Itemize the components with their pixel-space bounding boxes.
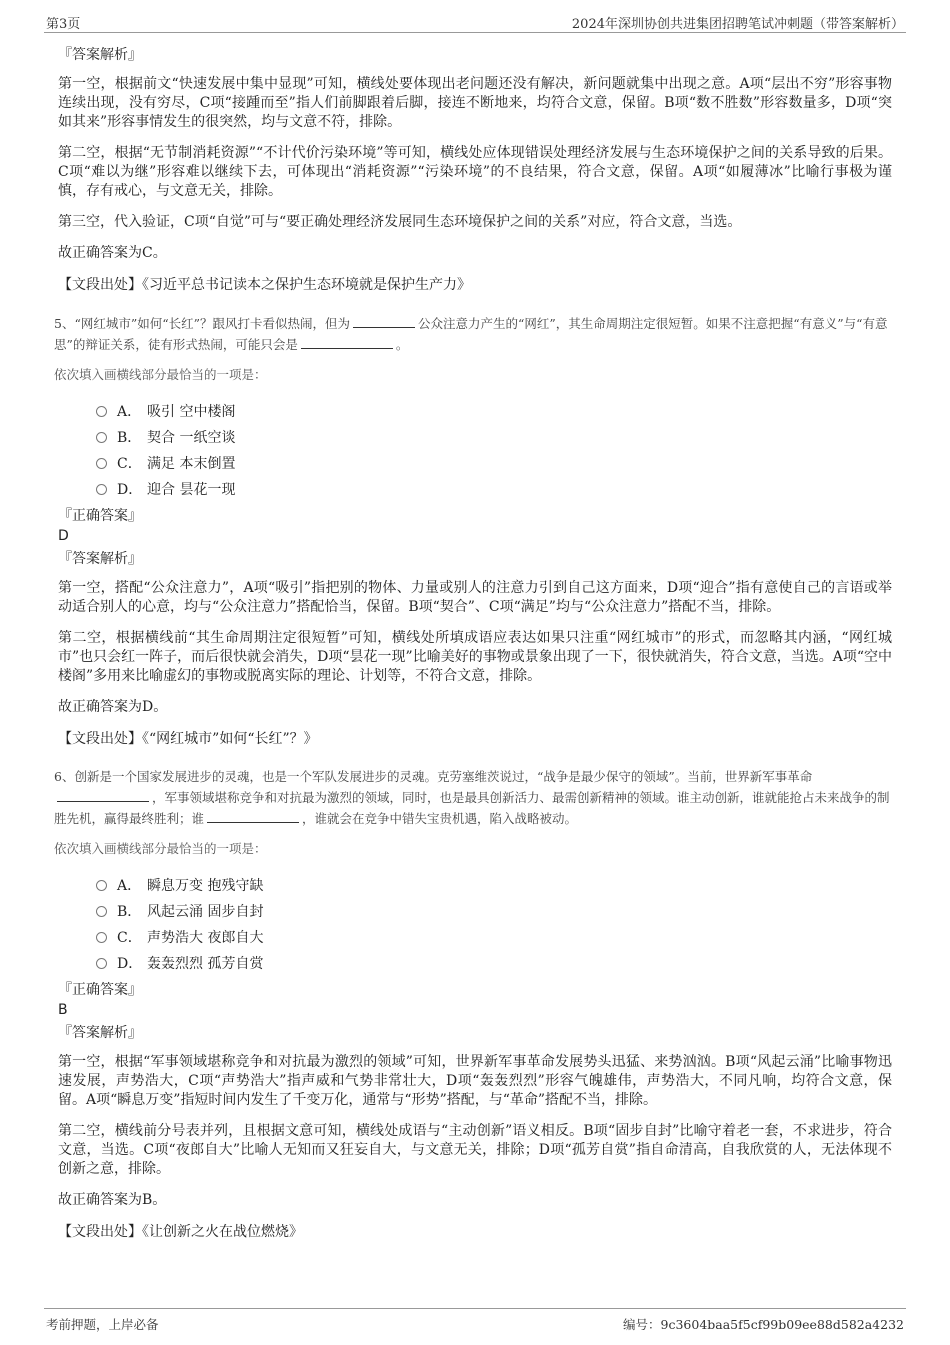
correct-answer-label: 『正确答案』 xyxy=(58,508,142,524)
correct-answer: D xyxy=(58,528,69,544)
source-citation: 【文段出处】《“网红城市”如何“长红”？》 xyxy=(58,731,318,747)
analysis-label: 『答案解析』 xyxy=(58,551,142,567)
question-5 xyxy=(54,313,892,749)
answer-conclusion: 故正确答案为C。 xyxy=(58,245,167,261)
question-6 xyxy=(54,767,892,1242)
option-d[interactable]: D． 迎合 昙花一现 xyxy=(96,477,892,503)
analysis-label: 『答案解析』 xyxy=(58,1025,142,1041)
option-list xyxy=(96,873,892,977)
answer-conclusion: 故正确答案为D。 xyxy=(58,699,168,715)
option-c[interactable]: C． 满足 本末倒置 xyxy=(96,451,892,477)
q4-analysis xyxy=(58,45,892,295)
analysis-paragraph: 第二空，根据“无节制消耗资源”“不计代价污染环境”等可知，横线处应体现错误处理经济发展与生态环境保护之间的关系导致的后果。C项“难以为继”形容难以继续下去，可体现出“消耗资源”“污染环境”的不良结果，符合文意，保留。A项“如履薄冰”比喻行事极为谨慎，存有戒心，与文意无关，排除。 xyxy=(58,145,892,199)
page-number: 第3页 xyxy=(46,17,81,32)
document-title: 2024年深圳协创共进集团招聘笔试冲刺题（带答案解析） xyxy=(571,17,904,32)
question-prompt: 依次填入画横线部分最恰当的一项是： xyxy=(54,841,267,856)
fill-blank xyxy=(353,313,415,328)
radio-icon[interactable] xyxy=(96,458,107,469)
radio-icon[interactable] xyxy=(96,432,107,443)
radio-icon[interactable] xyxy=(96,958,107,969)
option-list xyxy=(96,399,892,503)
source-citation: 【文段出处】《让创新之火在战位燃烧》 xyxy=(58,1224,303,1240)
question-stem: 5、“网红城市”如何“长红”？跟风打卡看似热闹，但为 公众注意力产生的“网红”，其生命周期注定很短暂。如果不注意把握“有意义”与“有意思”的辩证关系，徒有形式热闹，可能只会是 。 xyxy=(54,313,892,355)
page-footer xyxy=(44,1308,906,1333)
fill-blank xyxy=(207,808,299,823)
fill-blank xyxy=(301,334,393,349)
radio-icon[interactable] xyxy=(96,932,107,943)
answer-conclusion: 故正确答案为B。 xyxy=(58,1192,167,1208)
footer-slogan: 考前押题，上岸必备 xyxy=(46,1317,159,1332)
option-a[interactable]: A． 瞬息万变 抱残守缺 xyxy=(96,873,892,899)
source-citation: 【文段出处】《习近平总书记读本之保护生态环境就是保护生产力》 xyxy=(58,277,471,293)
radio-icon[interactable] xyxy=(96,906,107,917)
correct-answer-label: 『正确答案』 xyxy=(58,982,142,998)
option-d[interactable]: D． 轰轰烈烈 孤芳自赏 xyxy=(96,951,892,977)
analysis-paragraph: 第一空，搭配“公众注意力”，A项“吸引”指把别的物体、力量或别人的注意力引到自己这方面来，D项“迎合”指有意使自己的言语或举动适合别人的心意，均与“公众注意力”搭配恰当，保留。B项“契合”、C项“满足”均与“公众注意力”搭配不当，排除。 xyxy=(58,580,892,615)
main-content xyxy=(54,45,892,1260)
option-c[interactable]: C． 声势浩大 夜郎自大 xyxy=(96,925,892,951)
analysis-paragraph: 第三空，代入验证，C项“自觉”可与“要正确处理经济发展同生态环境保护之间的关系”对应，符合文意，当选。 xyxy=(58,214,742,230)
analysis-label: 『答案解析』 xyxy=(58,47,142,63)
analysis-paragraph: 第二空，根据横线前“其生命周期注定很短暂”可知，横线处所填成语应表达如果只注重“网红城市”的形式，而忽略其内涵，“网红城市”也只会红一阵子，而后很快就会消失，D项“昙花一现”比喻美好的事物或景象出现了一下，很快就消失，符合文意，当选。A项“空中楼阁”多用来比喻虚幻的事物或脱离实际的理论、计划等，不符合文意，排除。 xyxy=(58,630,892,684)
question-stem: 6、创新是一个国家发展进步的灵魂，也是一个军队发展进步的灵魂。克劳塞维茨说过，“战争是最少保守的领域”。当前，世界新军事革命，军事领域堪称竞争和对抗最为激烈的领域，同时，也是最具创新活力、最需创新精神的领域。谁主动创新，谁就能抢占未来战争的制胜先机，赢得最终胜利；谁 ，谁就会在竞争中错失宝贵机遇，陷入战略被动。 xyxy=(54,769,890,826)
radio-icon[interactable] xyxy=(96,484,107,495)
analysis-paragraph: 第二空，横线前分号表并列，且根据文意可知，横线处成语与“主动创新”语义相反。B项“固步自封”比喻守着老一套，不求进步，符合文意，当选。C项“夜郎自大”比喻人无知而又狂妄自大，与文意无关，排除；D项“孤芳自赏”指自命清高，自我欣赏的人，无法体现不创新之意，排除。 xyxy=(58,1123,892,1177)
option-a[interactable]: A． 吸引 空中楼阁 xyxy=(96,399,892,425)
analysis-paragraph: 第一空，根据“军事领域堪称竞争和对抗最为激烈的领域”可知，世界新军事革命发展势头迅猛、来势汹汹。B项“风起云涌”比喻事物迅速发展，声势浩大，C项“声势浩大”指声威和气势非常壮大，D项“轰轰烈烈”形容气魄雄伟，声势浩大，不同凡响，均符合文意，保留。A项“瞬息万变”指短时间内发生了千变万化，通常与“形势”搭配，与“革命”搭配不当，排除。 xyxy=(58,1054,892,1108)
option-b[interactable]: B． 风起云涌 固步自封 xyxy=(96,899,892,925)
option-b[interactable]: B． 契合 一纸空谈 xyxy=(96,425,892,451)
page-header xyxy=(44,10,906,33)
analysis-paragraph: 第一空，根据前文“快速发展中集中显现”可知，横线处要体现出老问题还没有解决，新问题就集中出现之意。A项“层出不穷”形容事物连续出现，没有穷尽，C项“接踵而至”指人们前脚跟着后脚，接连不断地来，均符合文意，保留。B项“数不胜数”形容数量多，D项“突如其来”形容事情发生的很突然，均与文意不符，排除。 xyxy=(58,76,892,130)
fill-blank xyxy=(57,787,149,802)
correct-answer: B xyxy=(58,1002,68,1018)
document-code: 编号：9c3604baa5f5cf99b09ee88d582a4232 xyxy=(623,1317,904,1332)
radio-icon[interactable] xyxy=(96,880,107,891)
question-prompt: 依次填入画横线部分最恰当的一项是： xyxy=(54,367,267,382)
radio-icon[interactable] xyxy=(96,406,107,417)
